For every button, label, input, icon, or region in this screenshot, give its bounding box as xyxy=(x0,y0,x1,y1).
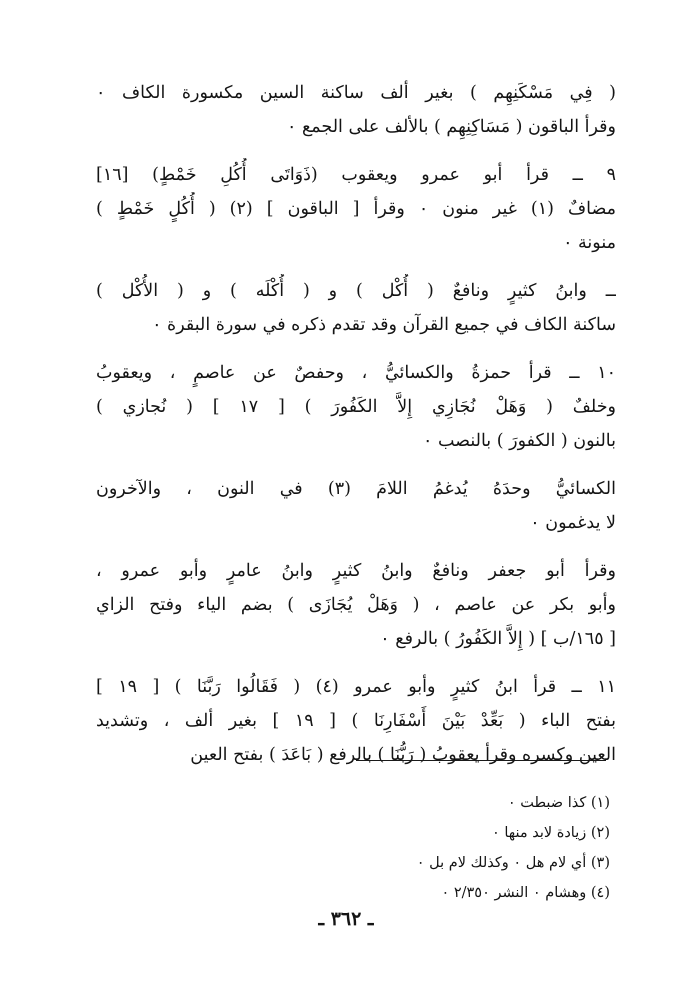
paragraph xyxy=(96,554,616,656)
paragraph xyxy=(96,356,616,458)
page-number: ـ ٣٦٢ ـ xyxy=(318,908,374,930)
footnote: (٣) أي لام هل ٠ وكذلك لام بل ٠ xyxy=(416,855,610,871)
text-line: بالنون ( الكفورَ ) بالنصب ٠ xyxy=(423,431,616,451)
text-line: العين وكسره وقرأ يعقوبُ ( رَبُّنَا ) بالرفع ( بَاعَدَ ) بفتح العين xyxy=(190,745,616,765)
text-line: وأبو بكر عن عاصم ، ( وَهَلْ يُجَازَى ) بضم الياء وفتح الزاي xyxy=(96,595,616,615)
text-line: مضافٌ (١) غير منون ٠ وقرأ [ الباقون ] (٢) ( أُكُلٍ خَمْطٍ ) xyxy=(96,199,616,219)
text-line: [ ١٦٥/ب ] ( إِلاَّ الكَفُورُ ) بالرفع ٠ xyxy=(380,629,616,649)
text-line: الكسائيُّ وحدَهُ يُدغمُ اللامَ (٣) في النون ، والآخرون xyxy=(96,479,616,499)
paragraph xyxy=(96,274,616,342)
main-text xyxy=(96,76,616,786)
text-line: وخلفٌ ( وَهَلْ نُجَازِي إِلاَّ الكَفُورَ ) [ ١٧ ] ( نُجازي ) xyxy=(96,397,616,417)
text-line: ١١ ــ قرأ ابنُ كثيرٍ وأبو عمرو (٤) ( فَقَالُوا رَبَّنَا ) [ ١٩ ] xyxy=(96,677,616,697)
footnotes xyxy=(250,788,610,908)
footnote-separator xyxy=(356,760,606,761)
text-line: ــ وابنُ كثيرٍ ونافعٌ ( أُكْل ) و ( أُكْلَه ) و ( الأُكْل ) xyxy=(96,281,616,301)
paragraph xyxy=(96,670,616,772)
footnote: (١) كذا ضبطت ٠ xyxy=(507,795,610,811)
footnote: (٢) زيادة لابد منها ٠ xyxy=(491,825,610,841)
paragraph xyxy=(96,158,616,260)
text-line: بفتح الباء ( بَعِّدْ بَيْنَ أَسْفَارِنَا ) [ ١٩ ] بغير ألف ، وتشديد xyxy=(96,711,616,731)
paragraph xyxy=(96,472,616,540)
text-line: منونة ٠ xyxy=(563,233,616,253)
footnote: (٤) وهشام ٠ النشر ٢/٣٥٠ ٠ xyxy=(441,885,610,901)
text-line: وقرأ أبو جعفر ونافعٌ وابنُ كثيرٍ وابنُ عامرٍ وأبو عمرو ، xyxy=(96,561,616,581)
text-line: ٩ ــ قرأ أبو عمرو ويعقوب (ذَوَاتَى أُكُلِ خَمْطٍ) [١٦] xyxy=(96,165,616,185)
text-line: ساكنة الكاف في جميع القرآن وقد تقدم ذكره في سورة البقرة ٠ xyxy=(152,315,616,335)
text-line: ١٠ ــ قرأ حمزةُ والكسائيُّ ، وحفصٌ عن عاصمٍ ، ويعقوبُ xyxy=(96,363,616,383)
text-line: وقرأ الباقون ( مَسَاكِنِهِم ) بالألف على الجمع ٠ xyxy=(287,117,616,137)
text-line: ( فِي مَسْكَنِهِم ) بغير ألف ساكنة السين مكسورة الكاف ٠ xyxy=(96,83,616,103)
text-line: لا يدغمون ٠ xyxy=(530,513,616,533)
paragraph xyxy=(96,76,616,144)
